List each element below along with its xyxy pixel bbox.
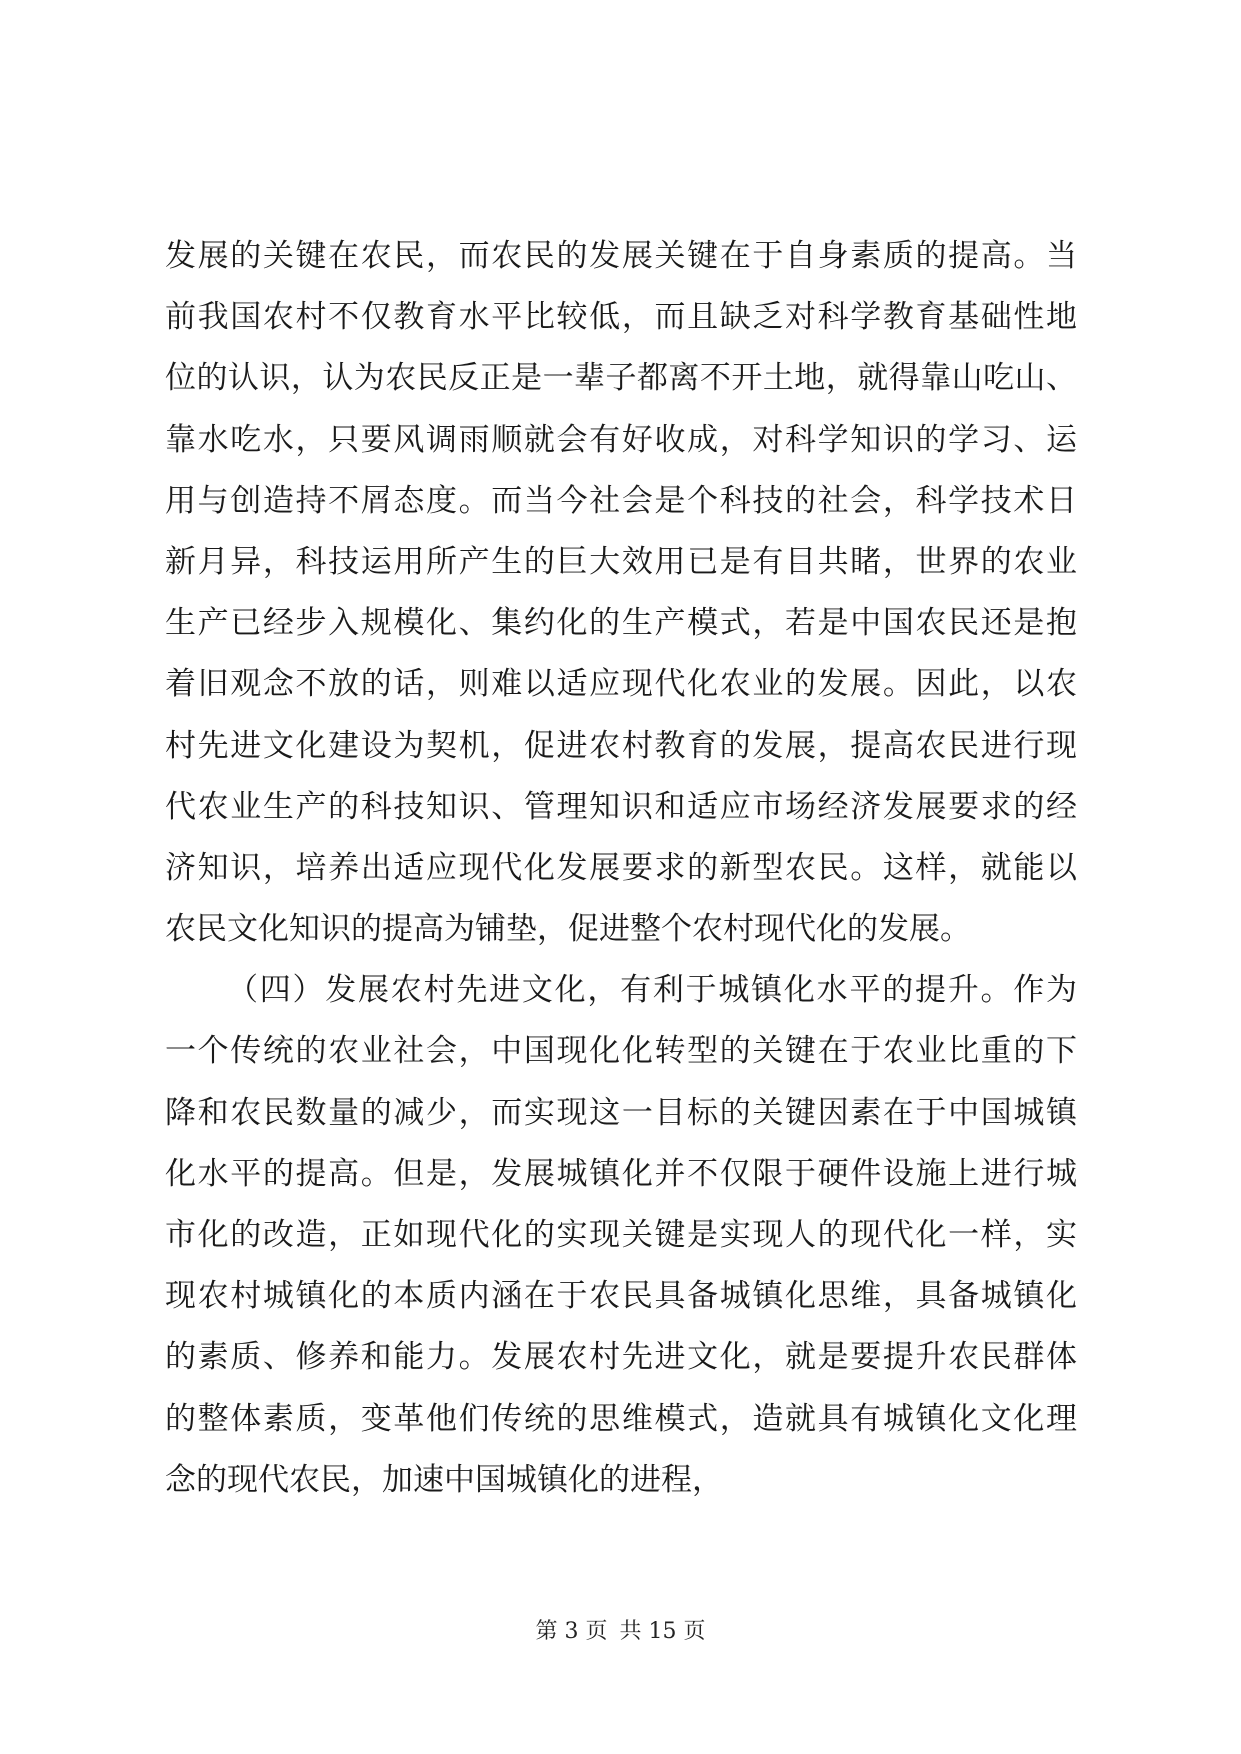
page-number: 第 3 页 xyxy=(535,1619,608,1644)
paragraph-line: 新月异，科技运用所产生的巨大效用已是有目共睹，世界的农业 xyxy=(165,543,1077,580)
paragraph-line: 村先进文化建设为契机，促进农村教育的发展，提高农民进行现 xyxy=(165,727,1077,764)
paragraph-line: 代农业生产的科技知识、管理知识和适应市场经济发展要求的经 xyxy=(165,788,1077,825)
paragraph-line: 济知识，培养出适应现代化发展要求的新型农民。这样，就能以 xyxy=(165,849,1077,886)
paragraph-line: 着旧观念不放的话，则难以适应现代化农业的发展。因此，以农 xyxy=(165,666,1077,703)
paragraph-line: 的整体素质，变革他们传统的思维模式，造就具有城镇化文化理 xyxy=(165,1400,1077,1437)
paragraph-line: 位的认识，认为农民反正是一辈子都离不开土地，就得靠山吃山、 xyxy=(165,360,1077,397)
paragraph-line: 念的现代农民，加速中国城镇化的进程， xyxy=(165,1461,723,1498)
paragraph-line: 现农村城镇化的本质内涵在于农民具备城镇化思维，具备城镇化 xyxy=(165,1278,1077,1315)
paragraph-line: 生产已经步入规模化、集约化的生产模式，若是中国农民还是抱 xyxy=(165,605,1077,642)
paragraph-line: 的素质、修养和能力。发展农村先进文化，就是要提升农民群体 xyxy=(165,1339,1077,1376)
body-text xyxy=(165,226,1077,1511)
paragraph-line: 农民文化知识的提高为铺垫，促进整个农村现代化的发展。 xyxy=(165,911,971,948)
paragraph-line: 用与创造持不屑态度。而当今社会是个科技的社会，科学技术日 xyxy=(165,482,1077,519)
paragraph-line: 前我国农村不仅教育水平比较低，而且缺乏对科学教育基础性地 xyxy=(165,299,1077,336)
page-footer xyxy=(0,1617,1241,1647)
paragraph-line: 降和农民数量的减少，而实现这一目标的关键因素在于中国城镇 xyxy=(165,1094,1077,1131)
paragraph-line: 靠水吃水，只要风调雨顺就会有好收成，对科学知识的学习、运 xyxy=(165,421,1077,458)
paragraph-line: （四）发展农村先进文化，有利于城镇化水平的提升。作为 xyxy=(227,972,1077,1009)
page-total: 共 15 页 xyxy=(619,1619,706,1644)
paragraph-line: 一个传统的农业社会，中国现化化转型的关键在于农业比重的下 xyxy=(165,1033,1077,1070)
paragraph-line: 市化的改造，正如现代化的实现关键是实现人的现代化一样，实 xyxy=(165,1217,1077,1253)
paragraph-line: 化水平的提高。但是，发展城镇化并不仅限于硬件设施上进行城 xyxy=(165,1155,1077,1192)
paragraph-line: 发展的关键在农民，而农民的发展关键在于自身素质的提高。当 xyxy=(165,238,1077,274)
